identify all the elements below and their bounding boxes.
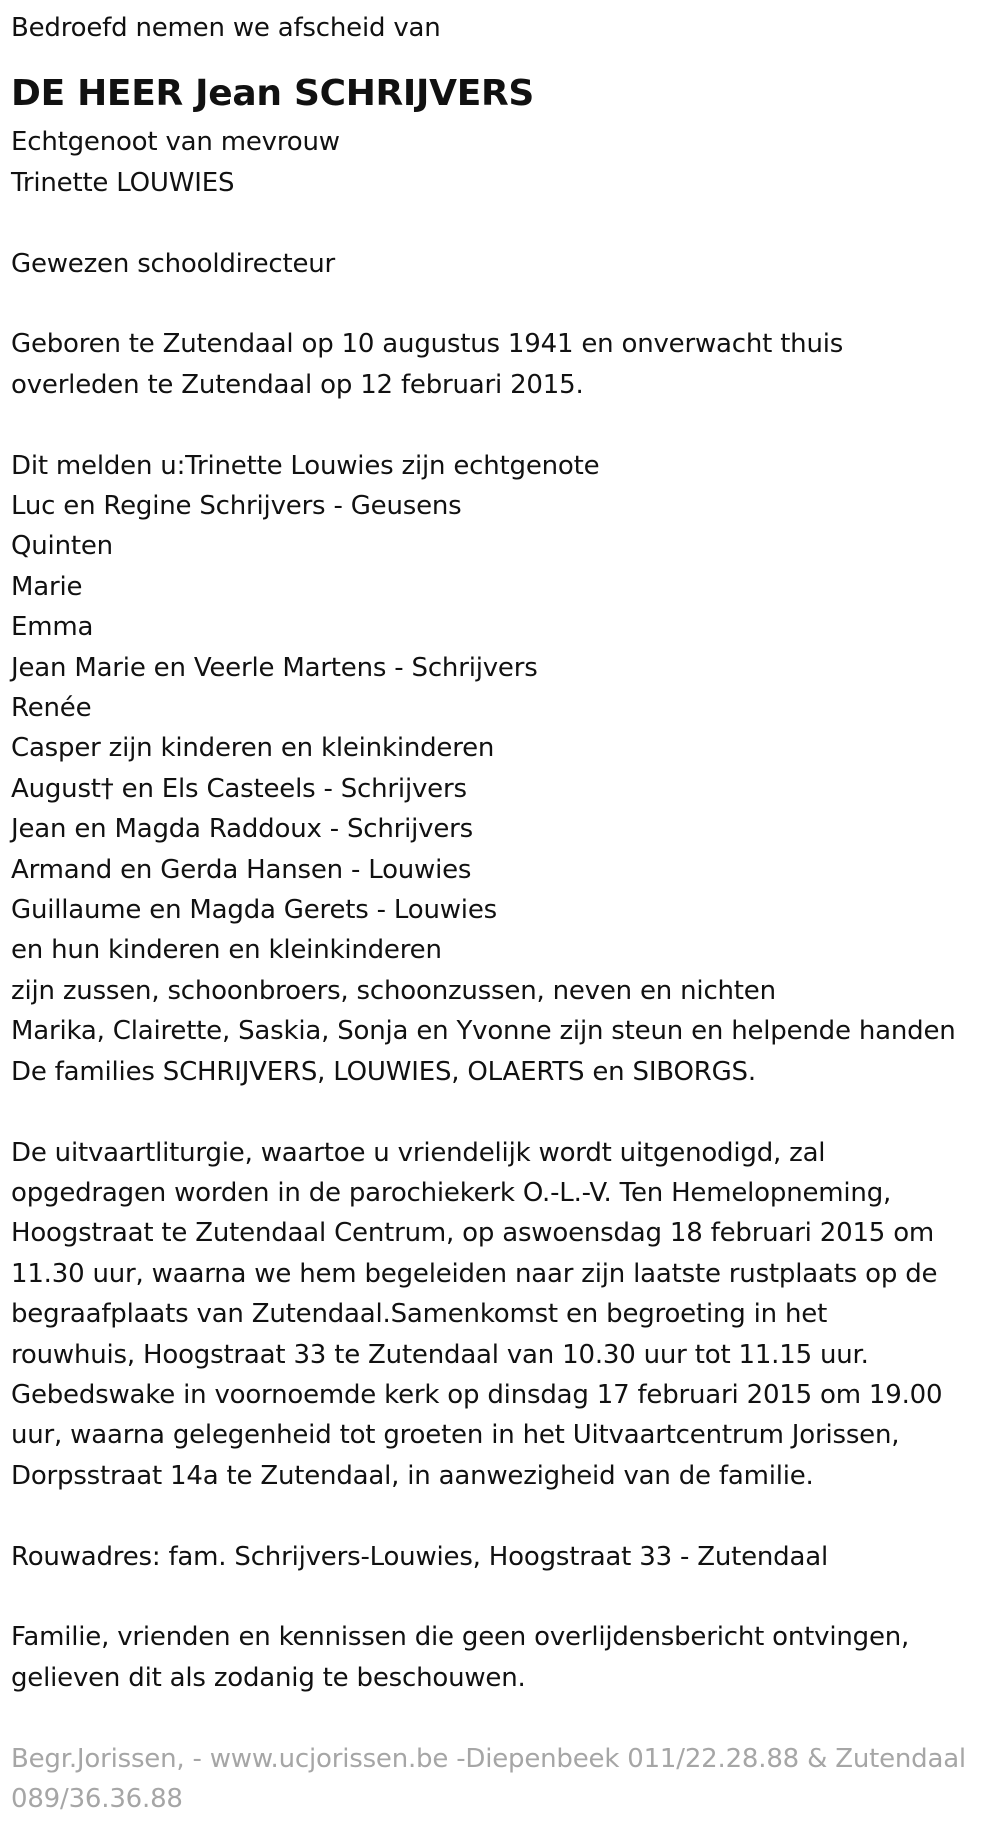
spacer — [11, 1496, 1000, 1536]
closing-line: Familie, vrienden en kennissen die geen overlijdensbericht ontvingen, — [11, 1622, 910, 1653]
birth-death-block — [11, 324, 1000, 405]
announcer-line: Armand en Gerda Hansen - Louwies — [11, 854, 472, 885]
announcer-line: Luc en Regine Schrijvers - Geusens — [11, 491, 462, 522]
spacer — [11, 1698, 1000, 1738]
announcer-line: Jean en Magda Raddoux - Schrijvers — [11, 814, 473, 845]
ceremony-line: begraafplaats van Zutendaal.Samenkomst en begroeting in het — [11, 1299, 828, 1330]
announcer-line: zijn zussen, schoonbroers, schoonzussen, neven en nichten — [11, 975, 776, 1006]
deceased-name: DE HEER Jean SCHRIJVERS — [11, 73, 535, 115]
ceremony-block — [11, 1133, 1000, 1497]
ceremony-line: Hoogstraat te Zutendaal Centrum, op aswoensdag 18 februari 2015 om — [11, 1218, 935, 1249]
ceremony-line: rouwhuis, Hoogstraat 33 te Zutendaal van 10.30 uur tot 11.15 uur. — [11, 1339, 869, 1370]
ceremony-line: 11.30 uur, waarna we hem begeleiden naar zijn laatste rustplaats op de — [11, 1258, 938, 1289]
announcer-line: Casper zijn kinderen en kleinkinderen — [11, 733, 495, 764]
ceremony-line: opgedragen worden in de parochiekerk O.-L.-V. Ten Hemelopneming, — [11, 1177, 892, 1208]
spacer — [11, 405, 1000, 445]
announcer-line: Jean Marie en Veerle Martens - Schrijvers — [11, 652, 538, 683]
spacer — [11, 203, 1000, 243]
footer-line: 089/36.36.88 — [11, 1783, 183, 1814]
announcer-line: Renée — [11, 693, 92, 724]
mourning-address: Rouwadres: fam. Schrijvers-Louwies, Hoogstraat 33 - Zutendaal — [11, 1541, 828, 1572]
spacer — [11, 284, 1000, 324]
announcer-line: Dit melden u:Trinette Louwies zijn echtgenote — [11, 450, 600, 481]
announcer-line: Guillaume en Magda Gerets - Louwies — [11, 895, 497, 926]
ceremony-line: uur, waarna gelegenheid tot groeten in het Uitvaartcentrum Jorissen, — [11, 1420, 900, 1451]
announcer-line: De families SCHRIJVERS, LOUWIES, OLAERTS en SIBORGS. — [11, 1056, 756, 1087]
announcer-line: August† en Els Casteels - Schrijvers — [11, 773, 467, 804]
spacer — [11, 1577, 1000, 1617]
intro-text: Bedroefd nemen we afscheid van — [11, 13, 441, 43]
announcer-line: Quinten — [11, 531, 113, 562]
ceremony-line: Gebedswake in voornoemde kerk op dinsdag 17 februari 2015 om 19.00 — [11, 1379, 943, 1410]
profession-text: Gewezen schooldirecteur — [11, 248, 336, 279]
ceremony-line: De uitvaartliturgie, waartoe u vriendelijk wordt uitgenodigd, zal — [11, 1137, 826, 1168]
spouse-line: Echtgenoot van mevrouw — [11, 127, 340, 158]
closing-line: gelieven dit als zodanig te beschouwen. — [11, 1662, 526, 1693]
announcer-line: en hun kinderen en kleinkinderen — [11, 935, 442, 966]
announcer-line: Marika, Clairette, Saskia, Sonja en Yvonne zijn steun en helpende handen — [11, 1016, 956, 1047]
footer — [11, 1739, 1000, 1820]
spacer — [11, 1092, 1000, 1132]
birth-line: Geboren te Zutendaal op 10 augustus 1941 en onverwacht thuis — [11, 329, 844, 360]
announcer-line: Emma — [11, 612, 94, 643]
death-line: overleden te Zutendaal op 12 februari 2015. — [11, 369, 584, 400]
closing-block — [11, 1617, 1000, 1698]
ceremony-line: Dorpsstraat 14a te Zutendaal, in aanwezigheid van de familie. — [11, 1460, 814, 1491]
spouse-name: Trinette LOUWIES — [11, 167, 235, 198]
announcer-line: Marie — [11, 571, 83, 602]
spouse-block — [11, 122, 1000, 203]
announcers-block — [11, 446, 1000, 1093]
footer-line: Begr.Jorissen, - www.ucjorissen.be -Diepenbeek 011/22.28.88 & Zutendaal — [11, 1743, 966, 1774]
